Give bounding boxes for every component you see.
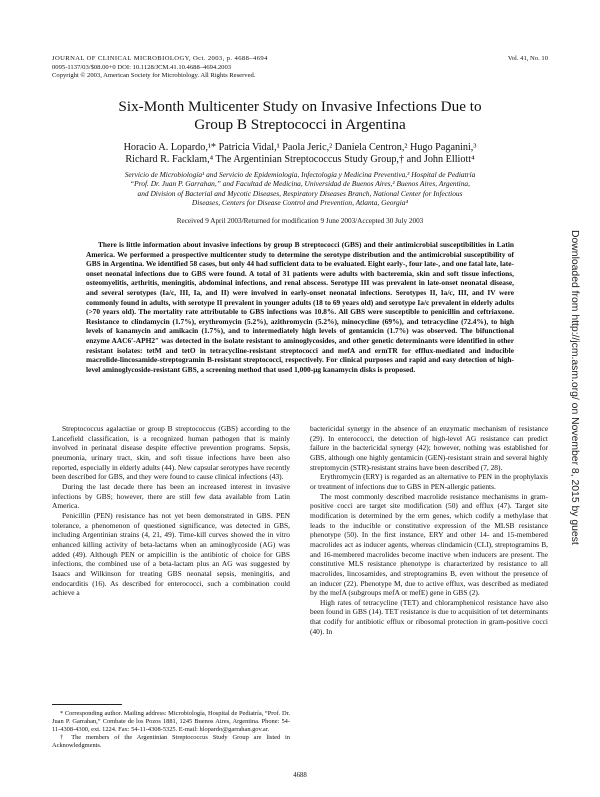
footnotes [52,704,290,750]
body-paragraph: bactericidal synergy in the absence of an enzymatic mechanism of resistance (29). In enterococci, the detection of high-level AG resistance can predict failure in the bactericidal synergy (42); however, nothing was established for GBS, although one highly gentamicin (GEN)-resistant strain and several highly streptomycin (STR)-resistant strains have been described (7, 28). [310,424,548,472]
body-paragraph: During the last decade there has been an increased interest in invasive infections by GBS; however, there are still few data available from Latin America. [52,481,290,511]
affiliations [52,170,548,208]
volume-label: Vol. 41, No. 10 [507,55,548,62]
journal-header [52,55,268,81]
affiliation-line-1: Servicio de Microbiología¹ and Servicio de Epidemiología, Infectología y Medicina Preventiva,³ Hospital de Pediatría [124,170,476,179]
title-line-1: Six-Month Multicenter Study on Invasive Infections Due to [118,98,482,115]
footnote-corresponding-author: * Corresponding author. Mailing address: Microbiología, Hospital de Pediatría, “Prof. Dr. Juan P. Garrahan,” Combate de los Pozos 1881, 1245 Buenos Aires, Argentina. Phone: 54-11-4308-4300, ext. 1224. Fax: 54-11-4308-5325. E-mail: hlopardo@garrahan.gov.ar. [52,710,290,734]
journal-citation: JOURNAL OF CLINICAL MICROBIOLOGY, Oct. 2003, p. 4688–4694 [52,55,268,62]
body-paragraph: High rates of tetracycline (TET) and chloramphenicol resistance have also been found in GBS (14). TET resistance is due to acquisition of tet determinants that codify for antibiotic efflux or ribosomal protection in gram-positive cocci (40). In [310,597,548,636]
body-paragraph: The most commonly described macrolide resistance mechanisms in gram-positive cocci are target site modification (50) and efflux (47). Target site modification is determined by the erm genes, which codify a methylase that leads to the inducible or constitutive expression of the MLSB resistance phenotype (50). In the first instance, ERY and other 14- and 15-membered macrolides act as inducer agents, whereas clindamicin (CLI), streptogramins B, and 16-membered macrolides become inactive when inducers are present. The constitutive MLS resistance phenotype is characterized by resistance to all macrolides, lincosamides, and streptogramins B, even without the presence of an inducer (22). Phenotype M, due to active efflux, was described as mediated by the mefA (subgroups mefA or mefE) gene in GBS (2). [310,491,548,598]
article-title [40,98,560,134]
title-line-2: Group B Streptococci in Argentina [194,116,406,133]
footnote-divider [52,704,122,705]
body-paragraph: Penicillin (PEN) resistance has not yet been demonstrated in GBS. PEN tolerance, a phenomenon of questioned significance, was detected in GBS, including Argentinian strains (4, 21, 49). Time-kill curves showed the in vitro enhanced killing activity of beta-lactams when an aminoglycoside (AG) was added (49). Although PEN or ampicillin is the antibiotic of choice for GBS infections, the combined use of a beta-lactam plus an AG was suggested by Isaacs and Wilkinson for treating GBS neonatal sepsis, meningitis, and endocarditis (16). As described for enterococci, such a combination could achieve a [52,510,290,598]
affiliation-line-2: “Prof. Dr. Juan P. Garrahan,” and Facultad de Medicina, Universidad de Buenos Aires,² Buenos Aires, Argentina, [130,179,470,189]
affiliation-line-3: and Division of Bacterial and Mycotic Diseases, Respiratory Diseases Branch, National Center for Infectious [137,188,463,198]
doi-line: 0095-1137/03/$08.00+0 DOI: 10.1128/JCM.41.10.4688–4694.2003 [52,63,232,71]
body-column-left [52,424,290,598]
body-paragraph: Streptococcus agalactiae or group B streptococcus (GBS) according to the Lancefield classification, is a recognized human pathogen that is mainly involved in perinatal disease despite effective prevention programs. Sepsis, pneumonia, urinary tract, skin, and soft tissue infections have been also reported, especially in elderly adults (44). New capsular serotypes have recently been described for GBS, and they were found to cause clinical infections (43). [52,424,290,482]
copyright-line: Copyright © 2003, American Society for Microbiology. All Rights Reserved. [52,72,256,80]
author-list [40,142,560,167]
body-column-right [310,424,548,636]
footnote-study-group: † The members of the Argentinian Streptococcus Study Group are listed in Acknowledgments. [52,734,290,750]
page-number: 4688 [293,772,307,779]
affiliation-line-4: Diseases, Centers for Disease Control and Prevention, Atlanta, Georgia⁴ [191,198,409,208]
download-watermark: Downloaded from http://jcm.asm.org/ on November 8, 2015 by guest [569,230,580,545]
body-paragraph: Erythromycin (ERY) is regarded as an alternative to PEN in the prophylaxis or treatment of infections due to GBS in PEN-allergic patients. [310,472,548,491]
abstract: There is little information about invasive infections by group B streptococci (GBS) and their antimicrobial susceptibilities in Latin America. We performed a prospective multicenter study to determine the serotype distribution and the antimicrobial susceptibility of GBS in Argentina. We identified 58 cases, but only 44 had sufficient data to be evaluated. Eight early-, four late-, and one fatal late, late-onset neonatal infections due to GBS were found. A total of 31 patients were adults with bacteremia, skin and soft tissue infections, osteomyelitis, arthritis, meningitis, abdominal infections, and renal abscess. Serotype III was prevalent in late-onset neonatal disease, and several serotypes (Ia/c, III, Ia, and II) were involved in early-onset neonatal infections. Serotypes II, Ia/c, III, and IV were commonly found in adults, with serotype II prevalent in younger adults (18 to 69 years old) and serotype Ia/c prevalent in elderly adults (>70 years old). The mortality rate attributable to GBS infections was 10.8%. All GBS were susceptible to penicillin and ceftriaxone. Resistance to clindamycin (1.7%), erythromycin (5.2%), azithromycin (5.2%), minocycline (69%), and tetracycline (72.4%), to high levels of kanamycin and amikacin (1.7%), and to intermediately high levels of gentamicin (1.7%) was observed. The bifunctional enzyme AAC6′-APH2″ was detected in the isolate resistant to aminoglycosides, and other genetic determinants were identified in other resistant isolates: tetM and tetO in tetracycline-resistant streptococci and mefA and ermTR for efflux-mediated and inducible macrolide-lincosamide-streptogramin B-resistant streptococci, respectively. For clinical purposes and rapid and easy detection of high-level aminoglycoside-resistant GBS, a screening method that used 1,000-μg kanamycin disks is proposed. [86,240,514,374]
received-dates: Received 9 April 2003/Returned for modification 9 June 2003/Accepted 30 July 2003 [176,217,424,225]
authors-line-1: Horacio A. Lopardo,¹* Patricia Vidal,¹ Paola Jeric,² Daniela Centron,² Hugo Paganini,³ [123,142,477,153]
authors-line-2: Richard R. Facklam,⁴ The Argentinian Streptococcus Study Group,† and John Elliott⁴ [125,154,475,166]
